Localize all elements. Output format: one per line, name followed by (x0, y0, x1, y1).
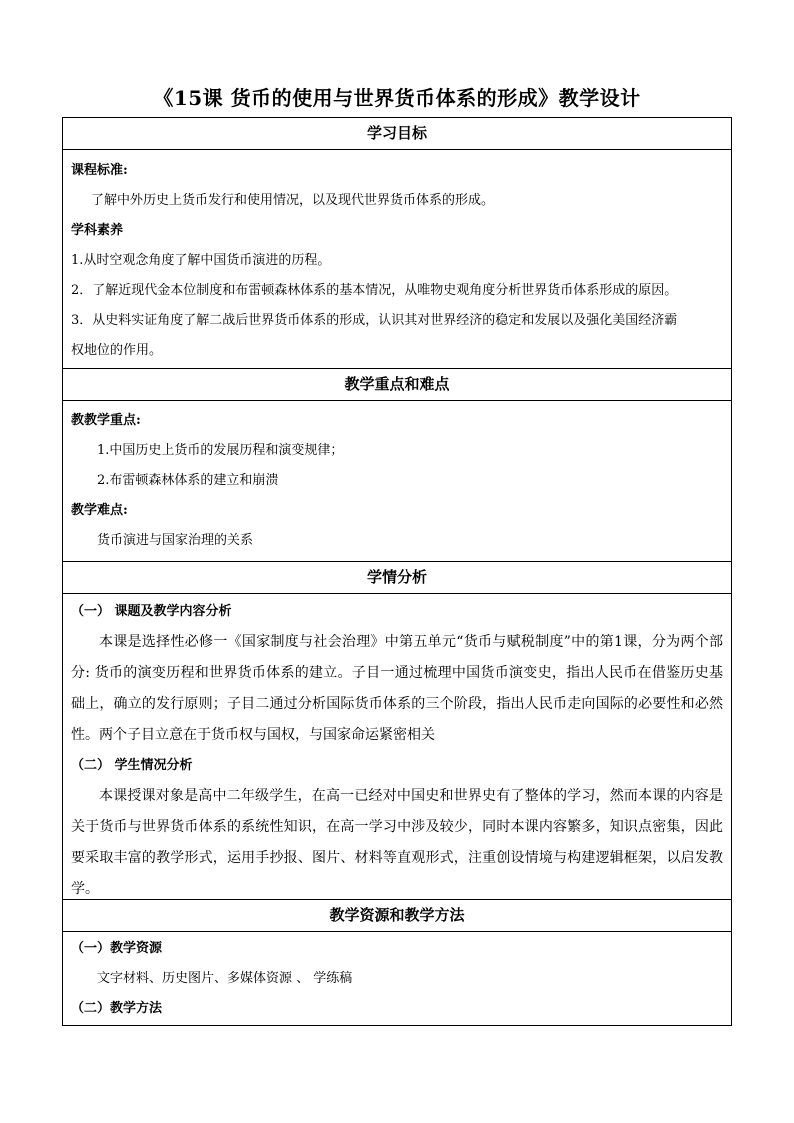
content-analysis-text: 本课是选择性必修一《国家制度与社会治理》中第五单元“货币与赋税制度”中的第1课，分为两个部分: 货币的演变历程和世界货币体系的建立。子目一通过梳理中国货币演变史，指出人民币在借鉴历史基础上，确立的发行原则；子目二通过分析国际货币体系的三个阶段，指出人民币走向国际的必要性和必然性。两个子目立意在于货币权与国权，与国家命运紧密相关 (71, 634, 723, 743)
resources-text: 文字材料、历史图片、多媒体资源 、 学练稿 (97, 971, 353, 986)
objectives-header: 学习目标 (63, 118, 731, 150)
literacy-item-1: 1.从时空观念角度了解中国货币演进的历程。 (71, 253, 331, 268)
content-analysis-label: （一） 课题及教学内容分析 (71, 604, 232, 619)
difficulty-text: 货币演进与国家治理的关系 (97, 533, 254, 548)
focus-item-1: 1.中国历史上货币的发展历程和演变规律； (97, 443, 344, 458)
literacy-item-3-line-2: 权地位的作用。 (71, 343, 163, 358)
resources-header: 教学资源和教学方法 (63, 900, 731, 932)
keypoints-header: 教学重点和难点 (63, 369, 731, 401)
literacy-item-3-line-1: 3．从史料实证角度了解二战后世界货币体系的形成，认识其对世界经济的稳定和发展以及强化美国经济霸 (71, 313, 678, 328)
focus-label: 教教学重点: (71, 413, 141, 428)
curriculum-standard-label: 课程标准: (71, 163, 128, 178)
literacy-label: 学科素养 (71, 223, 124, 238)
difficulty-label: 教学难点: (71, 503, 128, 518)
student-analysis-text: 本课授课对象是高中二年级学生，在高一已经对中国史和世界史有了整体的学习，然而本课的内容是关于货币与世界货币体系的系统性知识，在高一学习中涉及较少，同时本课内容繁多，知识点密集，因此要采取丰富的教学形式，运用手抄报、图片、材料等直观形式，注重创设情境与构建逻辑框架，以启发教学。 (71, 788, 723, 897)
student-analysis-label: （二） 学生情况分析 (71, 758, 193, 773)
document-title: 《15课 货币的使用与世界货币体系的形成》教学设计 (153, 86, 641, 110)
curriculum-standard-text: 了解中外历史上货币发行和使用情况，以及现代世界货币体系的形成。 (91, 193, 495, 208)
resources-label: （一）教学资源 (71, 941, 163, 956)
objectives-body (63, 150, 731, 369)
keypoints-body (63, 401, 731, 562)
literacy-item-2: 2．了解近现代金本位制度和布雷顿森林体系的基本情况，从唯物史观角度分析世界货币体系形成的原因。 (71, 283, 678, 298)
resources-body (63, 932, 731, 1025)
analysis-header: 学情分析 (63, 562, 731, 594)
focus-item-2: 2.布雷顿森林体系的建立和崩溃 (97, 473, 279, 488)
lesson-plan-table (62, 117, 732, 1026)
analysis-body (63, 594, 731, 900)
methods-label: （二）教学方法 (71, 1001, 163, 1016)
